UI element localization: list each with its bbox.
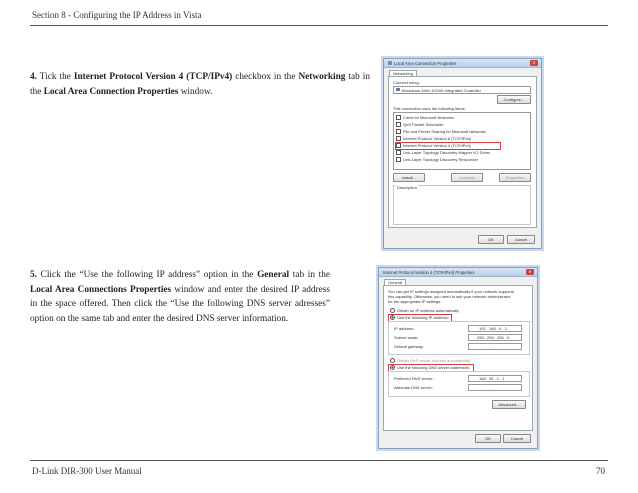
section-header: Section 8 - Configuring the IP Address in Vista — [32, 10, 202, 20]
adapter-icon — [396, 88, 400, 91]
header-rule — [30, 25, 608, 26]
list-item[interactable]: Link-Layer Topology Discovery Responder — [396, 157, 478, 162]
list-item[interactable]: QoS Packet Scheduler — [396, 122, 443, 127]
configure-button[interactable]: Configure... — [497, 95, 531, 104]
ipv4-highlight — [395, 142, 501, 150]
list-item-ipv4[interactable]: Internet Protocol Version 4 (TCP/IPv4) — [396, 143, 471, 148]
general-panel: You can get IP settings assigned automatically if your network supports this capability. Otherwise, you need to ask your network administrator for the appropriate IP settings. Obtain an IP address automatically Use the following IP address: IP address: 192 . 168 . 0 . 2 Subnet mask: 255 . 255 . 255 . 0 Default gateway: . . . Obtain DNS server address automatically Use the following DNS server addresses: Preferred DNS server: 168 . 95 . 1 . 1 Alternate DNS server: . . . Advanced... — [383, 285, 533, 431]
subnet-mask-input[interactable]: 255 . 255 . 255 . 0 — [468, 334, 522, 341]
list-item[interactable]: Internet Protocol Version 6 (TCP/IPv6) — [396, 136, 471, 141]
install-button[interactable]: Install... — [393, 173, 425, 182]
checkbox-icon[interactable] — [396, 129, 401, 134]
ip-address-input[interactable]: 192 . 168 . 0 . 2 — [468, 325, 522, 332]
checkbox-icon[interactable] — [396, 150, 401, 155]
properties-button[interactable]: Properties — [499, 173, 531, 182]
checkbox-icon[interactable] — [396, 136, 401, 141]
checkbox-icon[interactable] — [396, 122, 401, 127]
step-4-number: 4. — [30, 72, 37, 82]
advanced-button[interactable]: Advanced... — [492, 400, 526, 409]
obtain-ip-radio[interactable]: Obtain an IP address automatically — [390, 308, 459, 313]
step-4-text: 4. Tick the Internet Protocol Version 4 (TCP/IPv4) checkbox in the Networking tab in the Local Area Connection Properties window. — [30, 72, 370, 97]
cancel-button[interactable]: Cancel — [507, 235, 535, 244]
list-item[interactable]: File and Printer Sharing for Microsoft Networks — [396, 129, 486, 134]
use-ip-radio[interactable]: Use the following IP address: — [390, 315, 449, 320]
footer-rule — [30, 460, 608, 461]
ok-button[interactable]: OK — [478, 235, 504, 244]
close-icon[interactable]: ✕ — [530, 60, 538, 66]
components-list — [393, 112, 531, 170]
ipv4-properties-dialog — [378, 267, 538, 449]
description-group: Description — [393, 185, 531, 225]
networking-panel: Connect using: Broadcom 440x 10/100 Integrated Controller Configure... This connection uses the following items: Client for Microsoft Networks QoS Packet Scheduler File and Printer Sharing for Microsoft Networks Internet Protocol Version 6 (TCP/IPv6) Internet Protocol Version 4 (TCP/IPv4) Link-Layer Topology Discovery Mapper I/O Driver Link-Layer Topology Discovery Responder Install... Uninstall Properties Description — [388, 76, 537, 228]
step-5-text: 5. Click the “Use the following IP address” option in the General tab in the Local Area Connections Properties window and enter the desired IP address in the space offered. Then click the “Use the following DNS server adresses” option on the same tab and enter the desired DNS server information. — [30, 270, 330, 324]
dialog-titlebar: Internet Protocol Version 4 (TCP/IPv4) Properties — [379, 268, 537, 277]
cancel-button[interactable]: Cancel — [503, 434, 531, 443]
alternate-dns-input[interactable]: . . . — [468, 384, 522, 391]
network-icon — [388, 61, 392, 65]
checkbox-icon[interactable] — [396, 115, 401, 120]
ok-button[interactable]: OK — [475, 434, 501, 443]
dialog-titlebar: Local Area Connection Properties — [384, 59, 541, 68]
list-item[interactable]: Link-Layer Topology Discovery Mapper I/O Driver — [396, 150, 490, 155]
local-area-connection-properties-dialog — [383, 58, 542, 249]
radio-icon[interactable] — [390, 308, 395, 313]
page-number: 70 — [596, 466, 605, 476]
preferred-dns-input[interactable]: 168 . 95 . 1 . 1 — [468, 375, 522, 382]
adapter-field: Broadcom 440x 10/100 Integrated Controller — [393, 86, 531, 94]
close-icon[interactable]: ✕ — [526, 269, 534, 275]
use-dns-radio[interactable]: Use the following DNS server addresses: — [390, 365, 470, 370]
footer-manual-title: D-Link DIR-300 User Manual — [32, 466, 142, 476]
checkbox-icon[interactable] — [396, 157, 401, 162]
obtain-dns-radio[interactable]: Obtain DNS server address automatically — [390, 358, 470, 363]
list-item[interactable]: Client for Microsoft Networks — [396, 115, 454, 120]
tab-general[interactable]: General — [384, 279, 406, 286]
uninstall-button[interactable]: Uninstall — [451, 173, 483, 182]
step-5-number: 5. — [30, 270, 37, 280]
default-gateway-input[interactable]: . . . — [468, 343, 522, 350]
radio-icon[interactable] — [390, 358, 395, 363]
tab-networking[interactable]: Networking — [389, 70, 417, 77]
